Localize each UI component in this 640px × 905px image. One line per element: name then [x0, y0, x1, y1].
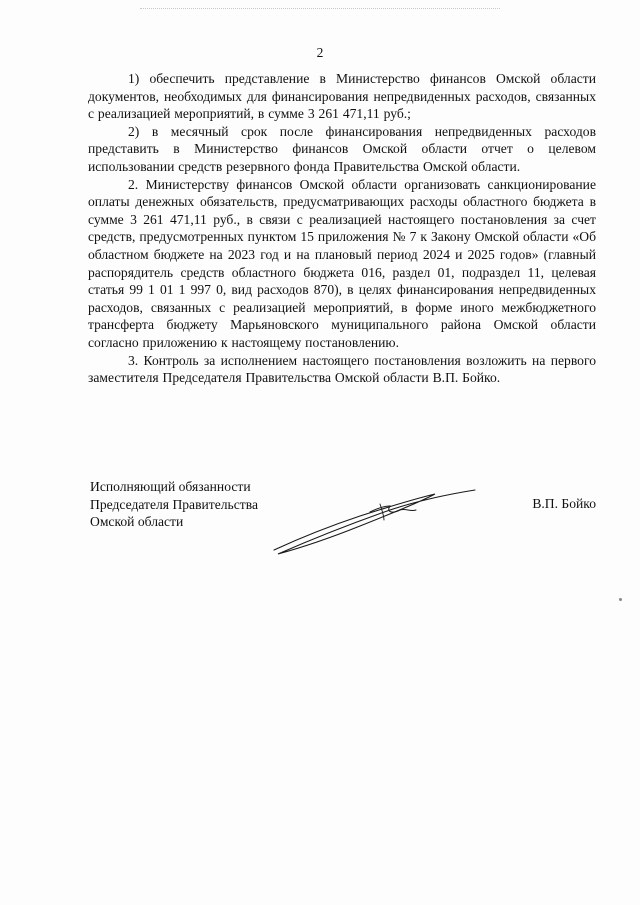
document-body — [88, 70, 596, 387]
signatory-position-line-2: Председателя Правительства — [90, 496, 258, 512]
scan-artifact — [140, 8, 500, 13]
page-number: 2 — [316, 45, 324, 60]
signatory-name: В.П. Бойко — [532, 496, 596, 511]
paragraph-2: 2. Министерству финансов Омской области организовать санкционирование оплаты денежных обязательств, предусматривающих расходы областного бюджета в сумме 3 261 471,11 руб., в связи с реализацией настоящего постановления за счет средств, предусмотренных пунктом 15 приложения № 7 к Закону Омской области «Об областном бюджете на 2023 год и на плановый период 2024 и 2025 годов» (главный распорядитель средств областного бюджета 016, раздел 01, подраздел 11, целевая статья 99 1 01 1 997 0, вид расходов 870), в целях финансирования непредвиденных расходов, связанных с реализацией мероприятий, в форме иного межбюджетного трансферта бюджету Марьяновского муниципального района Омской области согласно приложению к настоящему постановлению. — [88, 176, 596, 350]
paragraph-1-2: 2) в месячный срок после финансирования непредвиденных расходов представить в Министерство финансов Омской области отчет о целевом использовании средств резервного фонда Правительства Омской области. — [88, 123, 596, 174]
scan-artifact-dot — [619, 598, 622, 601]
paragraph-3: 3. Контроль за исполнением настоящего постановления возложить на первого заместителя Председателя Правительства Омской области В.П. Бойко. — [88, 352, 596, 386]
signatory-position-line-3: Омской области — [90, 514, 184, 530]
paragraph-1-1: 1) обеспечить представление в Министерство финансов Омской области документов, необходимых для финансирования непредвиденных расходов, связанных с реализацией мероприятий, в сумме 3 261 471,11 руб.; — [88, 71, 596, 122]
handwritten-signature — [260, 468, 490, 568]
signatory-position-line-1: Исполняющий обязанности — [90, 479, 251, 494]
